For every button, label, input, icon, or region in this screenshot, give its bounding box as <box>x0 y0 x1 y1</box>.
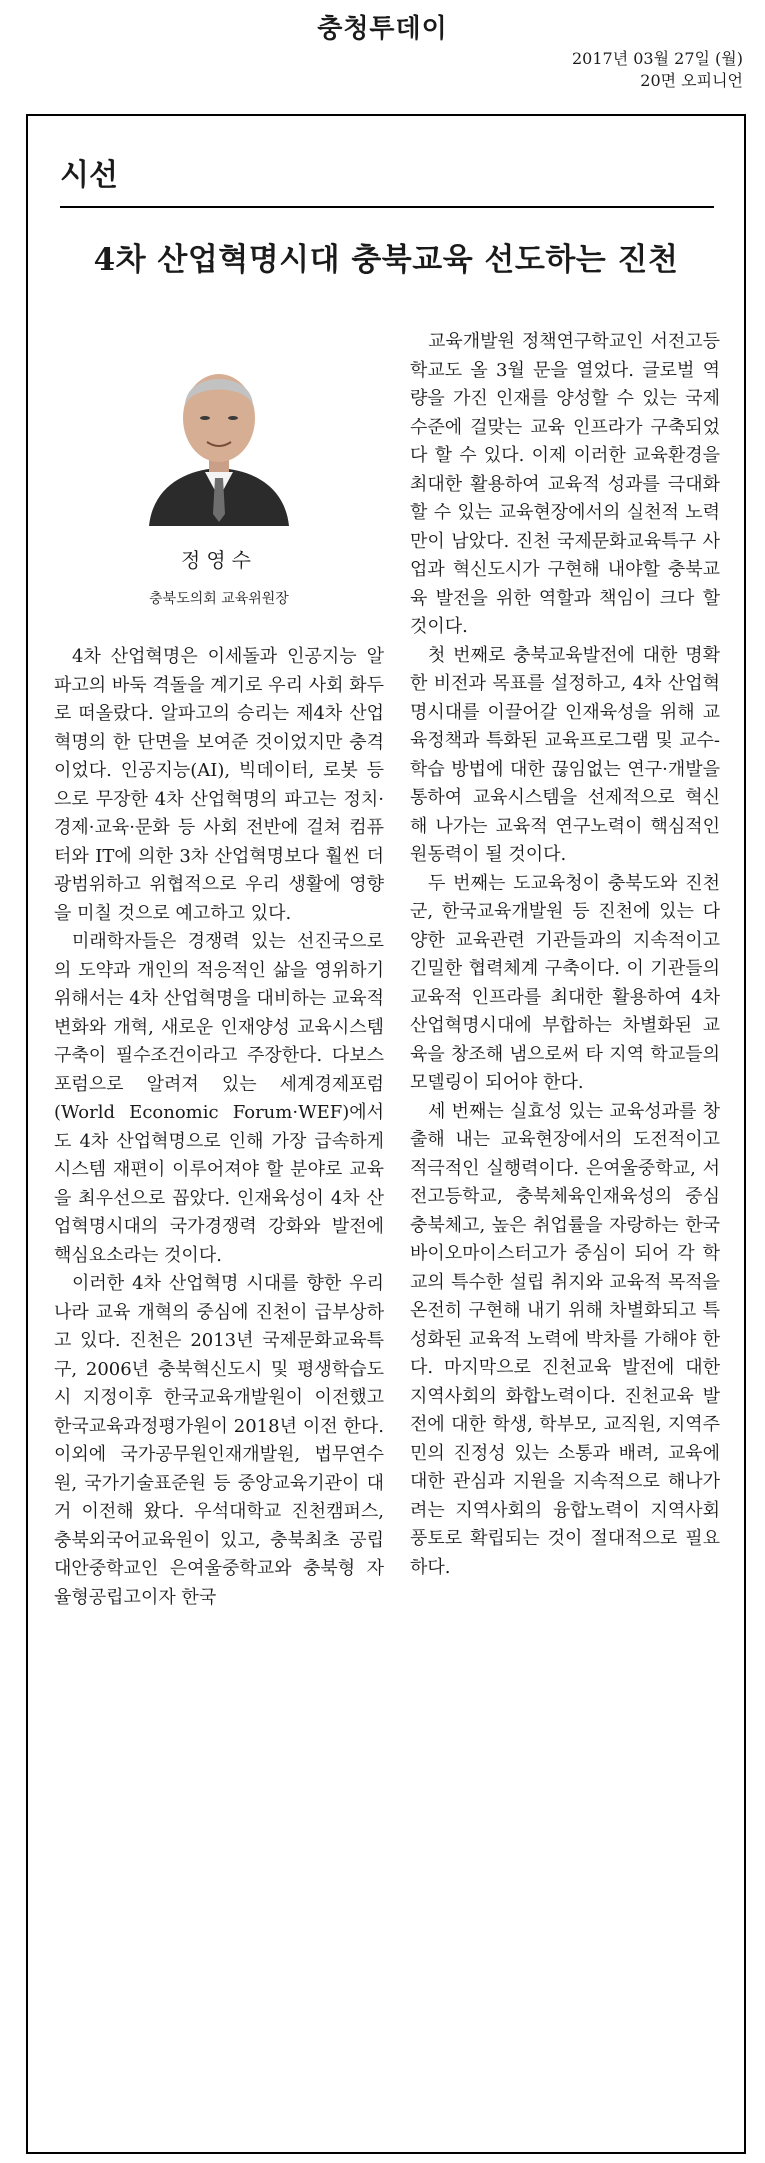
article-column-left <box>54 316 384 1612</box>
author-name: 정영수 <box>181 548 257 572</box>
author-portrait <box>139 346 299 526</box>
dateline <box>572 48 743 92</box>
paragraph: 미래학자들은 경쟁력 있는 선진국으로의 도약과 개인의 적응적인 삶을 영위하기 위해서는 4차 산업혁명을 대비하는 교육적 변화와 개혁, 새로운 인재양성 교육시스템 구축이 필수조건이라고 주장한다. 다보스포럼으로 알려져 있는 세계경제포럼(World Economic Forum·WEF)에서도 4차 산업혁명으로 인해 가장 급속하게 시스템 재편이 이루어져야 할 분야로 교육을 최우선으로 꼽았다. 인재육성이 4차 산업혁명시대의 국가경쟁력 강화와 발전에 핵심요소라는 것이다. <box>54 931 384 1266</box>
article-headline: 4차 산업혁명시대 충북교육 선도하는 진천 <box>93 242 679 278</box>
article-frame <box>26 114 746 2154</box>
section-label: 시선 <box>60 158 118 193</box>
paragraph: 세 번째는 실효성 있는 교육성과를 창출해 내는 교육현장에서의 도전적이고 적극적인 실행력이다. 은여울중학교, 서전고등학교, 충북체육인재육성의 중심 충북체고, 높은 취업률을 자랑하는 한국바이오마이스터고가 중심이 되어 각 학교의 특수한 설립 취지와 교육적 목적을 온전히 구현해 내기 위해 차별화되고 특성화된 교육적 노력에 박차를 가해야 한다. 마지막으로 진천교육 발전에 대한 지역사회의 화합노력이다. 진천교육 발전에 대한 학생, 학부모, 교직원, 지역주민의 진정성 있는 소통과 배려, 교육에 대한 관심과 지원을 지속적으로 해나가려는 지역사회의 융합노력이 지역사회 풍토로 확립되는 것이 절대적으로 필요하다. <box>410 1100 720 1578</box>
paragraph: 첫 번째로 충북교육발전에 대한 명확한 비전과 목표를 설정하고, 4차 산업혁명시대를 이끌어갈 인재육성을 위해 교육정책과 특화된 교육프로그램 및 교수-학습 방법에 대한 끊임없는 연구·개발을 통하여 교육시스템을 선제적으로 혁신해 나가는 교육적 연구노력이 핵심적인 원동력이 될 것이다. <box>410 644 720 865</box>
paragraph: 교육개발원 정책연구학교인 서전고등학교도 올 3월 문을 열었다. 글로벌 역량을 가진 인재를 양성할 수 있는 국제 수준에 걸맞는 교육 인프라가 구축되었다 할 수 있다. 이제 이러한 교육환경을 최대한 활용하여 교육적 성과를 극대화 할 수 있는 교육현장에서의 실천적 노력만이 남았다. 진천 국제문화교육특구 사업과 혁신도시가 구현해 내야할 충북교육 발전을 위한 역할과 책임이 크다 할 것이다. <box>410 331 720 637</box>
author-title: 충북도의회 교육위원장 <box>149 590 289 607</box>
section-divider <box>60 206 714 208</box>
paragraph: 4차 산업혁명은 이세돌과 인공지능 알파고의 바둑 격돌을 계기로 우리 사회 화두로 떠올랐다. 알파고의 승리는 제4차 산업혁명의 한 단면을 보여준 것이었지만 충격이었다. 인공지능(AI), 빅데이터, 로봇 등으로 무장한 4차 산업혁명의 파고는 정치·경제·교육·문화 등 사회 전반에 걸쳐 컴퓨터와 IT에 의한 3차 산업혁명보다 훨씬 더 광범위하고 위협적으로 우리 생활에 영향을 미칠 것으로 예고하고 있다. <box>54 646 384 924</box>
publication-date: 2017년 03월 27일 (월) <box>571 49 743 68</box>
paragraph: 이러한 4차 산업혁명 시대를 향한 우리나라 교육 개혁의 중심에 진천이 급부상하고 있다. 진천은 2013년 국제문화교육특구, 2006년 충북혁신도시 및 평생학습도시 지정이후 한국교육개발원이 이전했고 한국교육과정평가원이 2018년 이전 한다. 이외에 국가공무원인재개발원, 법무연수원, 국가기술표준원 등 중앙교육기관이 대거 이전해 왔다. 우석대학교 진천캠퍼스, 충북외국어교육원이 있고, 충북최초 공립대안중학교인 은여울중학교와 충북형 자율형공립고이자 한국 <box>54 1273 384 1608</box>
page-section: 20면 오피니언 <box>640 71 743 90</box>
newspaper-masthead: 충청투데이 <box>317 14 448 44</box>
article-column-right <box>410 328 720 1582</box>
paragraph: 두 번째는 도교육청이 충북도와 진천군, 한국교육개발원 등 진천에 있는 다양한 교육관련 기관들과의 지속적이고 긴밀한 협력체계 구축이다. 이 기관들의 교육적 인프라를 최대한 활용하여 4차 산업혁명시대에 부합하는 차별화된 교육을 창조해 냄으로써 타 지역 학교들의 모델링이 되어야 한다. <box>410 872 720 1093</box>
